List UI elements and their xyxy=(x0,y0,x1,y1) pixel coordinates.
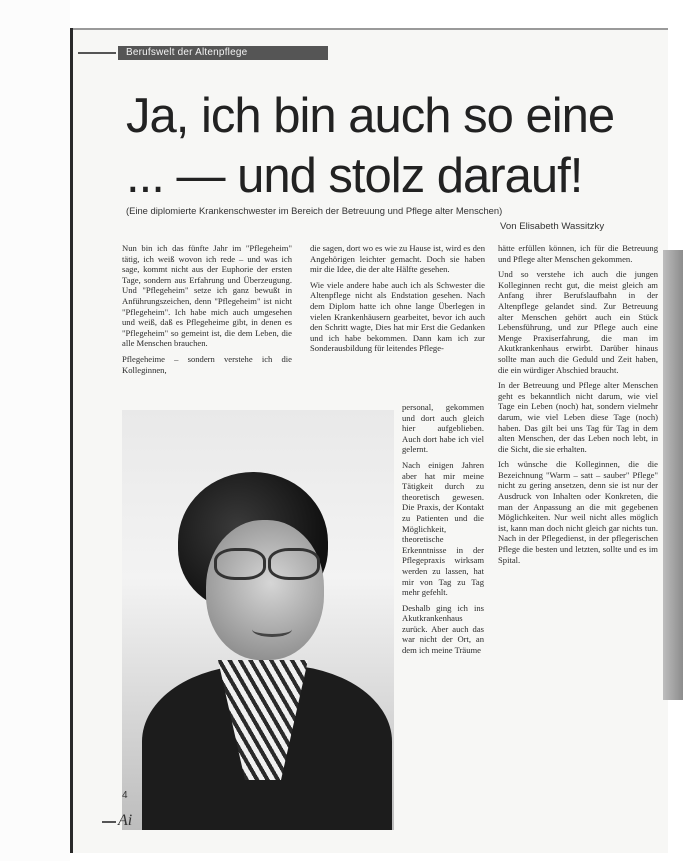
photo-smile xyxy=(252,622,292,637)
headline-line-1: Ja, ich bin auch so eine xyxy=(126,89,615,143)
page-edge-shadow xyxy=(663,250,683,700)
paragraph: die sagen, dort wo es wie zu Hause ist, wird es den Angehörigen leichter gemacht. Doch sie haben mir die Idee, die der alte Hälfte gesehen. xyxy=(310,243,485,275)
section-label: Berufswelt der Altenpflege xyxy=(118,46,328,60)
author-photo xyxy=(122,410,394,830)
paragraph: Und so verstehe ich auch die jungen Kolleginnen recht gut, die meist gleich am Anfang ihrer Berufslaufbahn in der Altenpflege gelandet sind. Zur Betreuung alter Menschen gehört auch ein Stück Lebensführung, und zur Pflege auch eine Menge Praxiserfahrung, die man im Akutkrankenhaus erwirbt. Darüber hinaus sollte man auch die Geduld und Zeit haben, die ein würdiger Abschied braucht. xyxy=(498,269,658,375)
paragraph: hätte erfüllen können, ich für die Betreuung und Pflege alter Menschen gekommen. xyxy=(498,243,658,264)
paragraph: Nach einigen Jahren aber hat mir meine Tätigkeit durch zu theoretisch gewesen. Die Praxis, der Kontakt zu Patienten und die Möglichkeit, theoretische Erkenntnisse in der Pflegepraxis wirksam werden zu lassen, hat mir von Tag zu Tag mehr gefehlt. xyxy=(402,459,484,598)
page-number: 4 xyxy=(122,790,128,801)
paragraph: personal, gekommen und dort auch gleich hier aufgeblieben. Auch dort habe ich viel gelernt. xyxy=(402,402,484,455)
paragraph: Wie viele andere habe auch ich als Schwester die Altenpflege nicht als Endstation gesehen. Nach dem Diplom hatte ich ohne lange Überlegen in vielen Krankenhäusern gearbeitet, bevor ich auch den Schritt wagte, Dies hat mir Erst die Gedanken und ich habe bekommen. Dann kam ich zur Sonderausbildung für leitendes Pflege- xyxy=(310,279,485,354)
footer-mark: Ai xyxy=(118,812,133,829)
byline: Von Elisabeth Wassitzky xyxy=(500,221,605,232)
article-column-3 xyxy=(498,243,658,570)
scan-margin xyxy=(0,0,70,861)
photo-glasses xyxy=(214,548,324,576)
article-column-2-narrow xyxy=(402,402,484,661)
paragraph: Deshalb ging ich ins Akutkrankenhaus zurück. Aber auch das war nicht der Ort, an dem ich meine Träume xyxy=(402,602,484,656)
paragraph: Pflegeheime – sondern verstehe ich die Kolleginnen, xyxy=(122,353,292,375)
article-column-1 xyxy=(122,243,292,380)
photo-face xyxy=(206,520,324,660)
headline-line-2: ... — und stolz darauf! xyxy=(126,149,583,203)
subtitle: (Eine diplomierte Krankenschwester im Bereich der Betreuung und Pflege alter Menschen) xyxy=(126,205,503,216)
paragraph: Nun bin ich das fünfte Jahr im "Pflegeheim" tätig, ich weiß wovon ich rede – und was ich sage, kommt nicht aus der Euphorie der ersten Tage, sondern aus Erfahrung und Überzeugung. Und "Pflegeheim" setze ich ganz bewußt in Anführungszeichen, denn "Pflegeheim" ist nicht "Pflegeheim". Ich habe mich auch umgesehen und weiß, daß es Pflegeheime gibt, in denen es "Pflegeheim" so gemeint ist, die dem Leben, die alle Menschen brauchen. xyxy=(122,243,292,349)
paragraph: Ich wünsche die Kolleginnen, die die Bezeichnung "Warm – satt – sauber" Pflege" nicht zu gering ansetzen, denn sie ist nur der Ausdruck von Inhalten oder Konkreten, die man der Anpassung an die mit gegebenen Möglichkeiten. Nur weil nicht alles möglich ist, kann man doch nicht gleich gar nichts tun. Nach in der Pflegedienst, in der pflegerischen Pflege die besten und letzten, sollte und es im Spital. xyxy=(498,459,658,565)
article-column-2 xyxy=(310,243,485,359)
paragraph: In der Betreuung und Pflege alter Menschen geht es bekanntlich nicht darum, wie viel Tage ein Leben (noch) hat, sondern vielmehr darum, wie viel Leben diese Tage (noch) haben. Das gilt bei uns Tag für Tag in dem alten Menschen, der das Leben noch lebt, in die Sicht, die sie erhalten. xyxy=(498,380,658,454)
